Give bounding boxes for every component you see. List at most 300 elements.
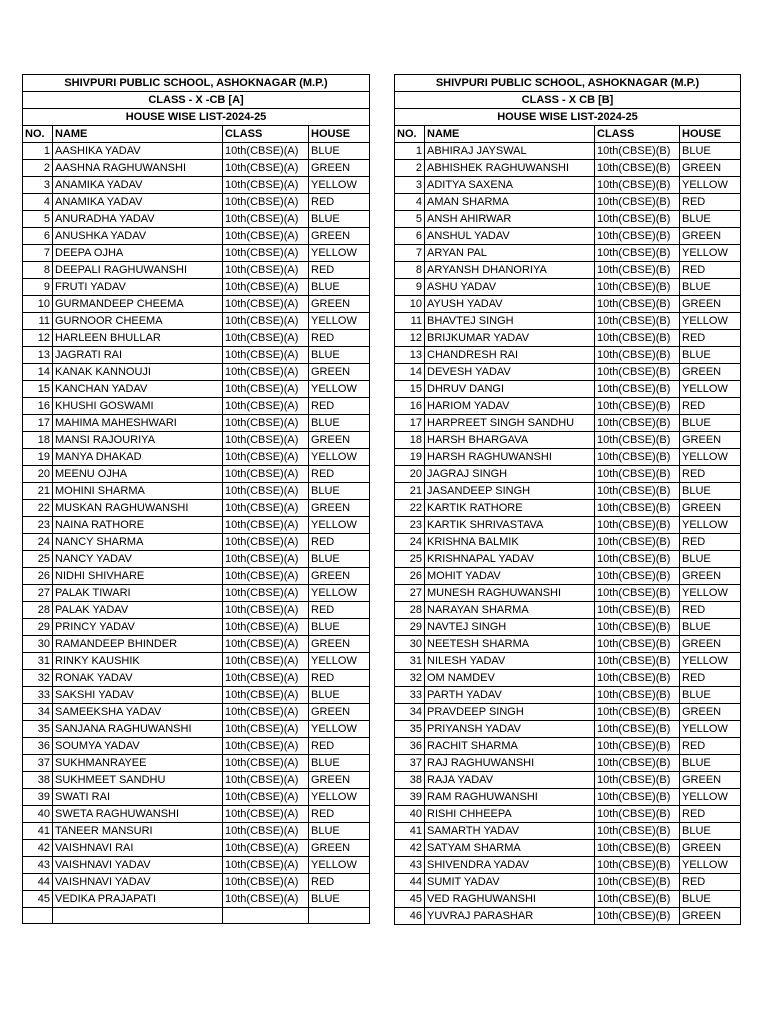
cell-class: 10th(CBSE)(A) xyxy=(223,177,309,194)
cell-house: YELLOW xyxy=(309,449,370,466)
table-row xyxy=(395,653,741,670)
cell-no: 15 xyxy=(395,381,425,398)
cell-name: SAMARTH YADAV xyxy=(425,823,595,840)
cell-name: SOUMYA YADAV xyxy=(53,738,223,755)
cell-no: 39 xyxy=(23,789,53,806)
cell-no: 21 xyxy=(23,483,53,500)
cell-name: MAHIMA MAHESHWARI xyxy=(53,415,223,432)
cell-class: 10th(CBSE)(A) xyxy=(223,500,309,517)
cell-class: 10th(CBSE)(A) xyxy=(223,789,309,806)
table-row xyxy=(395,177,741,194)
cell-house: GREEN xyxy=(680,772,741,789)
cell-no xyxy=(23,908,53,924)
cell-class: 10th(CBSE)(B) xyxy=(595,279,680,296)
cell-house: BLUE xyxy=(680,415,741,432)
cell-no: 3 xyxy=(23,177,53,194)
cell-name: GURNOOR CHEEMA xyxy=(53,313,223,330)
cell-class: 10th(CBSE)(A) xyxy=(223,194,309,211)
cell-no: 9 xyxy=(395,279,425,296)
cell-class: 10th(CBSE)(B) xyxy=(595,738,680,755)
cell-name: PRINCY YADAV xyxy=(53,619,223,636)
cell-house: GREEN xyxy=(309,500,370,517)
cell-class: 10th(CBSE)(B) xyxy=(595,670,680,687)
cell-house: GREEN xyxy=(680,636,741,653)
cell-no: 1 xyxy=(23,143,53,160)
cell-class: 10th(CBSE)(A) xyxy=(223,313,309,330)
cell-no: 45 xyxy=(395,891,425,908)
cell-class: 10th(CBSE)(B) xyxy=(595,908,680,925)
cell-no: 12 xyxy=(395,330,425,347)
cell-name: DEEPA OJHA xyxy=(53,245,223,262)
cell-no: 31 xyxy=(395,653,425,670)
table-row xyxy=(23,687,370,704)
table-row xyxy=(23,330,370,347)
cell-house: GREEN xyxy=(309,296,370,313)
cell-name: ADITYA SAXENA xyxy=(425,177,595,194)
table-row xyxy=(395,160,741,177)
cell-class: 10th(CBSE)(B) xyxy=(595,211,680,228)
cell-no: 30 xyxy=(395,636,425,653)
cell-class: 10th(CBSE)(B) xyxy=(595,364,680,381)
cell-no: 10 xyxy=(23,296,53,313)
table-row xyxy=(395,823,741,840)
cell-class: 10th(CBSE)(B) xyxy=(595,840,680,857)
cell-house: GREEN xyxy=(680,500,741,517)
cell-class: 10th(CBSE)(A) xyxy=(223,432,309,449)
cell-name: PRIYANSH YADAV xyxy=(425,721,595,738)
cell-name: JAGRATI RAI xyxy=(53,347,223,364)
cell-name: VAISHNAVI YADAV xyxy=(53,874,223,891)
cell-no: 4 xyxy=(23,194,53,211)
table-row xyxy=(395,806,741,823)
cell-no: 19 xyxy=(395,449,425,466)
table-row xyxy=(395,500,741,517)
cell-class: 10th(CBSE)(A) xyxy=(223,483,309,500)
table-row xyxy=(23,415,370,432)
cell-class: 10th(CBSE)(B) xyxy=(595,262,680,279)
cell-name: BHAVTEJ SINGH xyxy=(425,313,595,330)
cell-house: YELLOW xyxy=(309,313,370,330)
cell-name: DHRUV DANGI xyxy=(425,381,595,398)
cell-class: 10th(CBSE)(B) xyxy=(595,432,680,449)
cell-house: RED xyxy=(680,806,741,823)
column-header-no: NO. xyxy=(23,126,53,143)
cell-class: 10th(CBSE)(B) xyxy=(595,823,680,840)
cell-house: GREEN xyxy=(680,568,741,585)
cell-no: 17 xyxy=(395,415,425,432)
cell-class: 10th(CBSE)(B) xyxy=(595,415,680,432)
table-row xyxy=(395,211,741,228)
cell-no: 17 xyxy=(23,415,53,432)
cell-name: PALAK TIWARI xyxy=(53,585,223,602)
cell-class: 10th(CBSE)(B) xyxy=(595,143,680,160)
table-row xyxy=(23,908,370,924)
cell-no: 4 xyxy=(395,194,425,211)
house-list-table-b xyxy=(394,74,741,925)
cell-no: 35 xyxy=(395,721,425,738)
table-row xyxy=(395,381,741,398)
table-row xyxy=(395,874,741,891)
cell-name: KHUSHI GOSWAMI xyxy=(53,398,223,415)
cell-class: 10th(CBSE)(B) xyxy=(595,874,680,891)
cell-class: 10th(CBSE)(B) xyxy=(595,296,680,313)
cell-house: BLUE xyxy=(680,891,741,908)
cell-name: KANCHAN YADAV xyxy=(53,381,223,398)
cell-class: 10th(CBSE)(B) xyxy=(595,245,680,262)
cell-name: RISHI CHHEEPA xyxy=(425,806,595,823)
column-header-class: CLASS xyxy=(595,126,680,143)
cell-name: DEEPALI RAGHUWANSHI xyxy=(53,262,223,279)
cell-class: 10th(CBSE)(B) xyxy=(595,534,680,551)
cell-house: BLUE xyxy=(309,211,370,228)
cell-no: 26 xyxy=(23,568,53,585)
table-row xyxy=(395,857,741,874)
table-row xyxy=(395,687,741,704)
table-row xyxy=(395,619,741,636)
cell-name: RAJA YADAV xyxy=(425,772,595,789)
cell-house: RED xyxy=(309,262,370,279)
cell-no: 9 xyxy=(23,279,53,296)
table-row xyxy=(395,585,741,602)
cell-class: 10th(CBSE)(A) xyxy=(223,381,309,398)
table-row xyxy=(395,636,741,653)
cell-no: 42 xyxy=(23,840,53,857)
cell-no: 42 xyxy=(395,840,425,857)
cell-name: SWETA RAGHUWANSHI xyxy=(53,806,223,823)
cell-house: YELLOW xyxy=(680,449,741,466)
cell-house: BLUE xyxy=(680,823,741,840)
cell-house: RED xyxy=(309,330,370,347)
table-row xyxy=(395,143,741,160)
column-header-name: NAME xyxy=(425,126,595,143)
cell-house: BLUE xyxy=(680,551,741,568)
cell-house: GREEN xyxy=(680,296,741,313)
cell-house: BLUE xyxy=(680,143,741,160)
cell-class: 10th(CBSE)(A) xyxy=(223,143,309,160)
cell-house: RED xyxy=(680,738,741,755)
cell-name: PARTH YADAV xyxy=(425,687,595,704)
cell-no: 13 xyxy=(395,347,425,364)
cell-name: ANUSHKA YADAV xyxy=(53,228,223,245)
cell-no: 25 xyxy=(23,551,53,568)
cell-name: HARLEEN BHULLAR xyxy=(53,330,223,347)
table-row xyxy=(23,211,370,228)
table-row xyxy=(23,568,370,585)
cell-name: JAGRAJ SINGH xyxy=(425,466,595,483)
cell-no: 36 xyxy=(23,738,53,755)
cell-house: RED xyxy=(309,602,370,619)
cell-no: 24 xyxy=(395,534,425,551)
cell-house: RED xyxy=(680,670,741,687)
cell-house: RED xyxy=(680,874,741,891)
cell-name: PRAVDEEP SINGH xyxy=(425,704,595,721)
cell-class: 10th(CBSE)(A) xyxy=(223,619,309,636)
cell-name: AMAN SHARMA xyxy=(425,194,595,211)
cell-class: 10th(CBSE)(A) xyxy=(223,551,309,568)
cell-no: 25 xyxy=(395,551,425,568)
cell-no: 2 xyxy=(395,160,425,177)
table-row xyxy=(395,891,741,908)
cell-class: 10th(CBSE)(B) xyxy=(595,194,680,211)
cell-class: 10th(CBSE)(B) xyxy=(595,347,680,364)
cell-house: YELLOW xyxy=(680,517,741,534)
cell-name: MANYA DHAKAD xyxy=(53,449,223,466)
cell-class: 10th(CBSE)(A) xyxy=(223,466,309,483)
cell-house: RED xyxy=(680,194,741,211)
cell-class: 10th(CBSE)(A) xyxy=(223,874,309,891)
table-row xyxy=(23,670,370,687)
table-row xyxy=(23,840,370,857)
cell-name: ARYANSH DHANORIYA xyxy=(425,262,595,279)
cell-name: VAISHNAVI YADAV xyxy=(53,857,223,874)
cell-no: 34 xyxy=(395,704,425,721)
cell-class: 10th(CBSE)(B) xyxy=(595,636,680,653)
table-row xyxy=(23,619,370,636)
cell-house: RED xyxy=(309,466,370,483)
table-row xyxy=(395,738,741,755)
cell-no: 20 xyxy=(395,466,425,483)
cell-name xyxy=(53,908,223,924)
table-body xyxy=(23,143,370,924)
cell-class: 10th(CBSE)(B) xyxy=(595,551,680,568)
cell-house: YELLOW xyxy=(680,177,741,194)
table-row xyxy=(23,517,370,534)
cell-class: 10th(CBSE)(A) xyxy=(223,602,309,619)
table-row xyxy=(395,755,741,772)
cell-no: 40 xyxy=(395,806,425,823)
cell-name: SAMEEKSHA YADAV xyxy=(53,704,223,721)
table-row xyxy=(23,177,370,194)
cell-no: 22 xyxy=(395,500,425,517)
cell-no: 6 xyxy=(23,228,53,245)
cell-house: GREEN xyxy=(309,568,370,585)
cell-class: 10th(CBSE)(B) xyxy=(595,381,680,398)
cell-house: GREEN xyxy=(309,636,370,653)
cell-house: YELLOW xyxy=(309,585,370,602)
cell-no: 46 xyxy=(395,908,425,925)
cell-house: BLUE xyxy=(309,279,370,296)
cell-house: YELLOW xyxy=(680,313,741,330)
cell-class: 10th(CBSE)(B) xyxy=(595,772,680,789)
table-row xyxy=(395,432,741,449)
table-row xyxy=(23,228,370,245)
cell-no: 8 xyxy=(395,262,425,279)
cell-name: RACHIT SHARMA xyxy=(425,738,595,755)
cell-no: 8 xyxy=(23,262,53,279)
cell-house: RED xyxy=(309,534,370,551)
cell-name: HARSH BHARGAVA xyxy=(425,432,595,449)
cell-no: 12 xyxy=(23,330,53,347)
table-row xyxy=(395,534,741,551)
cell-class: 10th(CBSE)(B) xyxy=(595,602,680,619)
table-row xyxy=(23,874,370,891)
table-row xyxy=(395,840,741,857)
cell-name: HARSH RAGHUWANSHI xyxy=(425,449,595,466)
cell-class: 10th(CBSE)(B) xyxy=(595,653,680,670)
cell-no: 7 xyxy=(23,245,53,262)
cell-name: KARTIK SHRIVASTAVA xyxy=(425,517,595,534)
cell-name: SHIVENDRA YADAV xyxy=(425,857,595,874)
table-row xyxy=(23,653,370,670)
cell-house xyxy=(309,908,370,924)
cell-name: NAINA RATHORE xyxy=(53,517,223,534)
table-row xyxy=(23,891,370,908)
table-row xyxy=(23,279,370,296)
cell-name: KANAK KANNOUJI xyxy=(53,364,223,381)
cell-name: ASHU YADAV xyxy=(425,279,595,296)
cell-name: RAJ RAGHUWANSHI xyxy=(425,755,595,772)
table-row xyxy=(23,721,370,738)
cell-name: DEVESH YADAV xyxy=(425,364,595,381)
cell-name: MOHIT YADAV xyxy=(425,568,595,585)
cell-no: 11 xyxy=(395,313,425,330)
cell-class: 10th(CBSE)(B) xyxy=(595,449,680,466)
table-row xyxy=(23,500,370,517)
cell-class: 10th(CBSE)(B) xyxy=(595,517,680,534)
cell-no: 22 xyxy=(23,500,53,517)
column-header-house: HOUSE xyxy=(309,126,370,143)
cell-house: YELLOW xyxy=(680,585,741,602)
cell-no: 6 xyxy=(395,228,425,245)
cell-house: RED xyxy=(680,330,741,347)
cell-house: RED xyxy=(309,806,370,823)
cell-house: GREEN xyxy=(309,840,370,857)
cell-class: 10th(CBSE)(A) xyxy=(223,245,309,262)
cell-no: 34 xyxy=(23,704,53,721)
cell-house: YELLOW xyxy=(309,381,370,398)
cell-no: 21 xyxy=(395,483,425,500)
table-row xyxy=(395,568,741,585)
cell-name: PALAK YADAV xyxy=(53,602,223,619)
cell-no: 23 xyxy=(395,517,425,534)
cell-house: YELLOW xyxy=(309,789,370,806)
cell-no: 32 xyxy=(23,670,53,687)
cell-name: KARTIK RATHORE xyxy=(425,500,595,517)
cell-house: GREEN xyxy=(680,704,741,721)
cell-house: RED xyxy=(680,602,741,619)
table-row xyxy=(23,789,370,806)
cell-class: 10th(CBSE)(A) xyxy=(223,585,309,602)
table-row xyxy=(395,245,741,262)
cell-class: 10th(CBSE)(B) xyxy=(595,177,680,194)
table-row xyxy=(23,398,370,415)
cell-no: 28 xyxy=(395,602,425,619)
column-header-name: NAME xyxy=(53,126,223,143)
cell-no: 20 xyxy=(23,466,53,483)
column-header-class: CLASS xyxy=(223,126,309,143)
table-row xyxy=(395,415,741,432)
cell-class: 10th(CBSE)(B) xyxy=(595,789,680,806)
cell-house: RED xyxy=(309,194,370,211)
cell-name: TANEER MANSURI xyxy=(53,823,223,840)
cell-house: YELLOW xyxy=(680,245,741,262)
cell-house: RED xyxy=(680,466,741,483)
cell-house: YELLOW xyxy=(680,653,741,670)
cell-house: YELLOW xyxy=(309,517,370,534)
table-row xyxy=(395,908,741,925)
cell-class: 10th(CBSE)(A) xyxy=(223,721,309,738)
cell-name: SWATI RAI xyxy=(53,789,223,806)
cell-class: 10th(CBSE)(A) xyxy=(223,160,309,177)
table-row xyxy=(23,551,370,568)
cell-no: 2 xyxy=(23,160,53,177)
table-row xyxy=(23,755,370,772)
cell-name: RAM RAGHUWANSHI xyxy=(425,789,595,806)
cell-house: GREEN xyxy=(680,908,741,925)
cell-name: VEDIKA PRAJAPATI xyxy=(53,891,223,908)
class-title: CLASS - X -CB [A] xyxy=(23,92,370,109)
table-row xyxy=(23,262,370,279)
cell-house: BLUE xyxy=(309,347,370,364)
cell-name: HARPREET SINGH SANDHU xyxy=(425,415,595,432)
cell-class: 10th(CBSE)(A) xyxy=(223,772,309,789)
cell-class: 10th(CBSE)(A) xyxy=(223,891,309,908)
cell-class: 10th(CBSE)(A) xyxy=(223,228,309,245)
cell-house: RED xyxy=(309,874,370,891)
cell-name: NEETESH SHARMA xyxy=(425,636,595,653)
cell-class: 10th(CBSE)(A) xyxy=(223,347,309,364)
cell-class: 10th(CBSE)(B) xyxy=(595,721,680,738)
cell-house: GREEN xyxy=(309,432,370,449)
table-row xyxy=(23,602,370,619)
cell-house: RED xyxy=(680,534,741,551)
cell-house: RED xyxy=(309,670,370,687)
table-row xyxy=(23,347,370,364)
cell-name: VED RAGHUWANSHI xyxy=(425,891,595,908)
table-row xyxy=(23,585,370,602)
table-row xyxy=(395,330,741,347)
cell-class: 10th(CBSE)(A) xyxy=(223,517,309,534)
cell-house: YELLOW xyxy=(680,381,741,398)
cell-name: KRISHNA BALMIK xyxy=(425,534,595,551)
cell-name: MUSKAN RAGHUWANSHI xyxy=(53,500,223,517)
table-row xyxy=(23,432,370,449)
cell-house: GREEN xyxy=(680,432,741,449)
cell-name: YUVRAJ PARASHAR xyxy=(425,908,595,925)
table-row xyxy=(395,296,741,313)
cell-house: GREEN xyxy=(680,228,741,245)
cell-name: MUNESH RAGHUWANSHI xyxy=(425,585,595,602)
cell-house: BLUE xyxy=(309,823,370,840)
cell-no: 32 xyxy=(395,670,425,687)
table-row xyxy=(23,449,370,466)
cell-no: 5 xyxy=(395,211,425,228)
cell-name: OM NAMDEV xyxy=(425,670,595,687)
cell-no: 31 xyxy=(23,653,53,670)
table-row xyxy=(395,449,741,466)
cell-class: 10th(CBSE)(A) xyxy=(223,704,309,721)
class-title: CLASS - X CB [B] xyxy=(395,92,741,109)
cell-house: GREEN xyxy=(309,704,370,721)
cell-name: SANJANA RAGHUWANSHI xyxy=(53,721,223,738)
cell-no: 35 xyxy=(23,721,53,738)
cell-class xyxy=(223,908,309,924)
cell-name: RONAK YADAV xyxy=(53,670,223,687)
cell-class: 10th(CBSE)(A) xyxy=(223,449,309,466)
cell-class: 10th(CBSE)(B) xyxy=(595,398,680,415)
table-row xyxy=(395,483,741,500)
cell-name: AASHIKA YADAV xyxy=(53,143,223,160)
cell-name: MOHINI SHARMA xyxy=(53,483,223,500)
column-header-no: NO. xyxy=(395,126,425,143)
table-row xyxy=(23,704,370,721)
cell-house: BLUE xyxy=(680,347,741,364)
cell-house: RED xyxy=(680,262,741,279)
cell-no: 41 xyxy=(395,823,425,840)
table-header xyxy=(395,75,741,143)
cell-house: YELLOW xyxy=(309,653,370,670)
list-title: HOUSE WISE LIST-2024-25 xyxy=(395,109,741,126)
